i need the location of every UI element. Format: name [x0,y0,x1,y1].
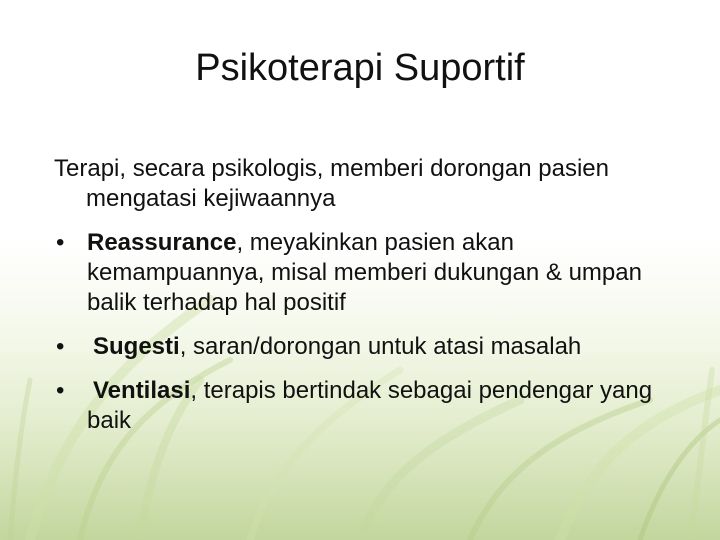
bullet-text: , meyakinkan pasien akan kemampuannya, misal memberi dukungan & umpan balik terhadap hal positif [87,229,642,316]
bullet-text: , saran/dorongan untuk atasi masalah [179,333,582,360]
intro-paragraph: Terapi, secara psikologis, memberi dorongan pasien mengatasi kejiwaannya [54,155,609,212]
slide-body [54,154,694,450]
bullet-item-ventilasi [54,376,694,436]
bullet-marker: • [56,229,65,256]
bullet-marker: • [56,377,65,404]
bullet-item-sugesti [54,332,694,362]
bullet-item-reassurance [54,228,694,318]
term-ventilasi: Ventilasi [93,377,191,404]
term-sugesti: Sugesti [93,333,180,360]
slide-title: Psikoterapi Suportif [195,47,525,89]
bullet-text: , terapis bertindak sebagai pendengar yang baik [87,377,653,434]
term-reassurance: Reassurance [87,229,237,256]
bullet-marker: • [56,333,65,360]
